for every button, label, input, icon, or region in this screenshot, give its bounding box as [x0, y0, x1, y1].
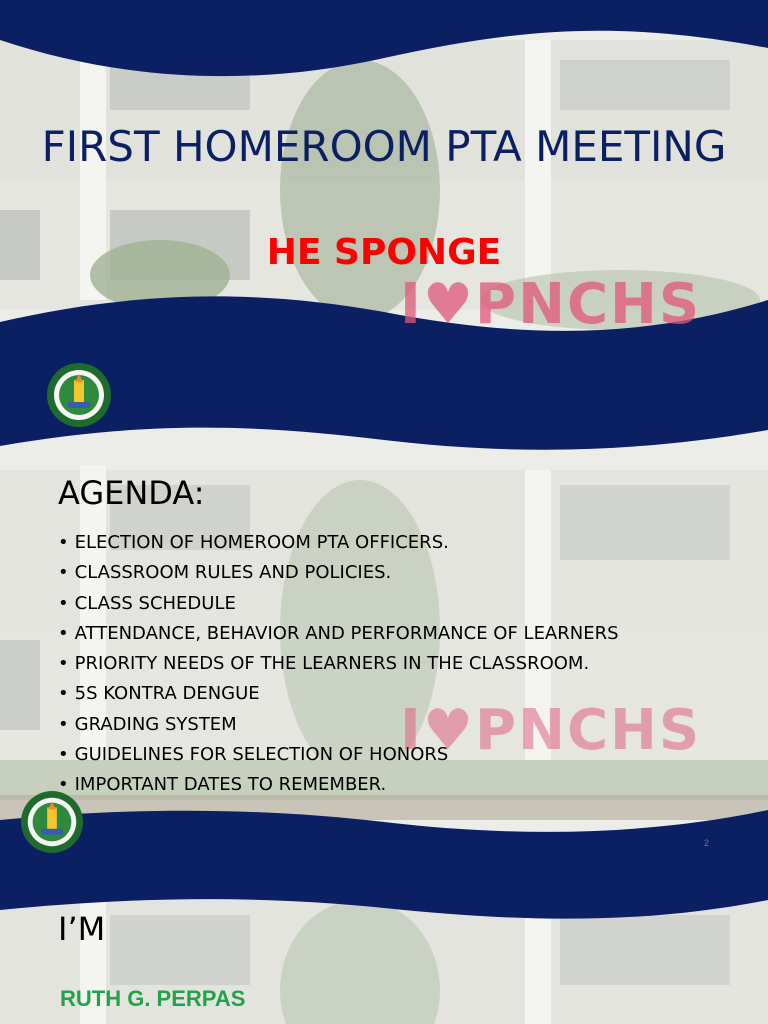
- agenda-item: • PRIORITY NEEDS OF THE LEARNERS IN THE CLASSROOM.: [58, 649, 619, 679]
- pnchs-sign-text: I♥PNCHS: [400, 698, 702, 763]
- agenda-item: • ELECTION OF HOMEROOM PTA OFFICERS.: [58, 528, 619, 558]
- agenda-list: [58, 528, 619, 801]
- slide-title: FIRST HOMEROOM PTA MEETING: [41, 122, 727, 171]
- presenter-slide: [0, 870, 768, 1024]
- page-number: 2: [704, 838, 710, 848]
- pnchs-sign-text: I♥PNCHS: [400, 272, 702, 337]
- agenda-item: • CLASS SCHEDULE: [58, 589, 619, 619]
- slide-subtitle: HE SPONGE: [266, 232, 502, 273]
- school-building-background: [0, 0, 768, 460]
- agenda-item: • 5S KONTRA DENGUE: [58, 679, 619, 709]
- title-slide: [0, 0, 768, 460]
- agenda-heading: AGENDA:: [58, 474, 205, 512]
- school-seal-icon: [20, 790, 84, 854]
- agenda-item: • GUIDELINES FOR SELECTION OF HONORS: [58, 740, 619, 770]
- presenter-name: RUTH G. PERPAS: [60, 986, 246, 1011]
- agenda-item: • GRADING SYSTEM: [58, 710, 619, 740]
- agenda-item: • CLASSROOM RULES AND POLICIES.: [58, 558, 619, 588]
- agenda-item: • ATTENDANCE, BEHAVIOR AND PERFORMANCE OF LEARNERS: [58, 619, 619, 649]
- pnchs-sign: [400, 272, 701, 337]
- school-seal-icon: [46, 362, 112, 428]
- intro-label: I’M: [58, 910, 106, 948]
- agenda-slide: [0, 460, 768, 870]
- agenda-item: • IMPORTANT DATES TO REMEMBER.: [58, 770, 619, 800]
